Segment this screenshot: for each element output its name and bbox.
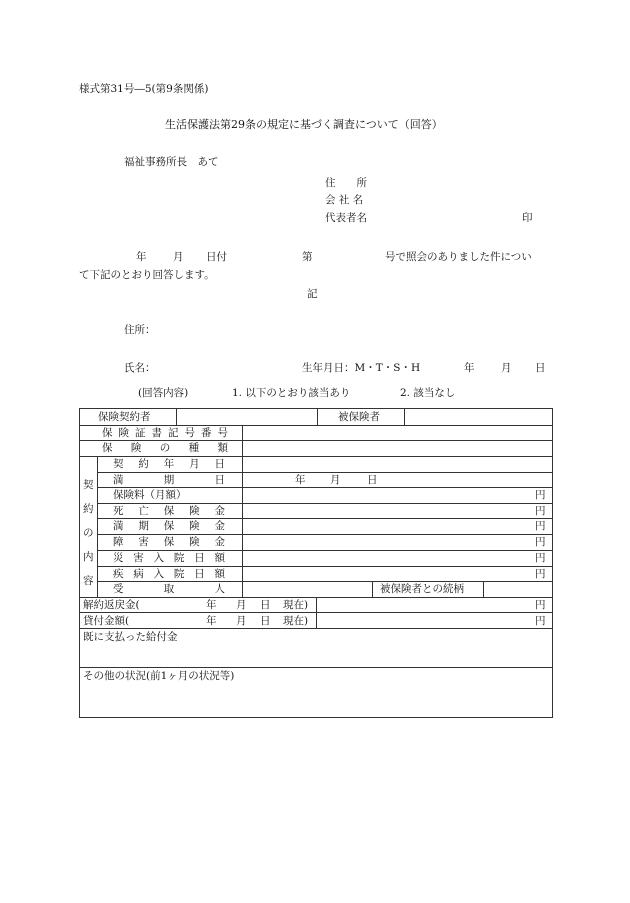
body-dai: 第 — [302, 251, 313, 263]
person-address-label: 住所： — [124, 324, 156, 336]
dob-month: 月 — [501, 362, 512, 374]
disability-benefit-label: 障 害 保 険 金 — [113, 536, 225, 548]
form-id: 様式第31号―5(第9条関係) — [79, 83, 209, 95]
sender-address-label: 住 所 — [325, 177, 367, 189]
premium-label: 保険料（月額） — [113, 489, 187, 501]
surrender-asof-year: 年 — [206, 599, 217, 611]
person-name-label: 氏名： — [124, 362, 156, 374]
answer-option-2: 2. 該当なし — [400, 387, 456, 399]
contract-details-side-label: 契 約 の 内 容 — [83, 479, 94, 587]
other-status-label: その他の状況(前1ヶ月の状況等) — [83, 670, 235, 682]
loan-asof-month: 月 — [236, 615, 247, 627]
insurance-table — [79, 408, 553, 718]
cert-number-label: 保 険 証 書 記 号 番 号 — [102, 427, 228, 439]
body-line2: て下記のとおり回答します。 — [79, 269, 215, 281]
death-benefit-yen: 円 — [535, 505, 546, 517]
dob-label: 生年月日：M・T・S・H — [302, 362, 421, 374]
body-day-ref: 日付 — [206, 251, 227, 263]
addressee: 福祉事務所長 あて — [124, 156, 219, 168]
loan-asof-day: 日 — [260, 615, 271, 627]
body-year: 年 — [136, 251, 147, 263]
surrender-asof-month: 月 — [236, 599, 247, 611]
insured-label: 被保険者 — [338, 411, 380, 423]
insurance-type-label: 保 険 の 種 類 — [102, 442, 228, 454]
relation-label: 被保険者との続柄 — [380, 583, 464, 595]
maturity-date-label: 満 期 日 — [113, 474, 225, 486]
sender-representative-label: 代表者名 — [325, 212, 367, 224]
surrender-asof-day: 日 — [260, 599, 271, 611]
premium-yen: 円 — [535, 489, 546, 501]
surrender-asof-tail: 現在) — [283, 599, 309, 611]
document-title: 生活保護法第29条の規定に基づく調査について（回答） — [165, 118, 443, 131]
paid-benefits-label: 既に支払った給付金 — [83, 631, 178, 643]
ki-heading: 記 — [307, 288, 318, 300]
illness-daily-label: 疾 病 入 院 日 額 — [113, 568, 225, 580]
beneficiary-label: 受 取 人 — [113, 583, 225, 595]
death-benefit-label: 死 亡 保 険 金 — [113, 505, 225, 517]
answer-option-1: 1. 以下のとおり該当あり — [232, 387, 351, 399]
contract-date-label: 契 約 年 月 日 — [113, 458, 225, 470]
maturity-day: 日 — [367, 474, 378, 486]
maturity-year: 年 — [295, 474, 306, 486]
disability-benefit-yen: 円 — [535, 536, 546, 548]
accident-daily-label: 災 害 入 院 日 額 — [113, 552, 225, 564]
accident-daily-yen: 円 — [535, 552, 546, 564]
surrender-value-label: 解約返戻金( — [83, 599, 140, 611]
body-line1-tail: 号で照会のありました件につい — [385, 251, 532, 263]
maturity-benefit-yen: 円 — [535, 520, 546, 532]
maturity-benefit-label: 満 期 保 険 金 — [113, 520, 225, 532]
loan-asof-tail: 現在) — [283, 615, 309, 627]
body-month: 月 — [173, 251, 184, 263]
answer-label: (回答内容) — [138, 387, 189, 399]
seal-mark: 印 — [522, 212, 533, 224]
maturity-month: 月 — [330, 474, 341, 486]
surrender-yen: 円 — [535, 599, 546, 611]
illness-daily-yen: 円 — [535, 568, 546, 580]
loan-asof-year: 年 — [206, 615, 217, 627]
loan-yen: 円 — [535, 615, 546, 627]
dob-day: 日 — [535, 362, 546, 374]
policyholder-label: 保険契約者 — [98, 411, 151, 423]
dob-year: 年 — [464, 362, 475, 374]
loan-amount-label: 貸付金額( — [83, 615, 130, 627]
sender-company-label: 会 社 名 — [325, 194, 364, 206]
